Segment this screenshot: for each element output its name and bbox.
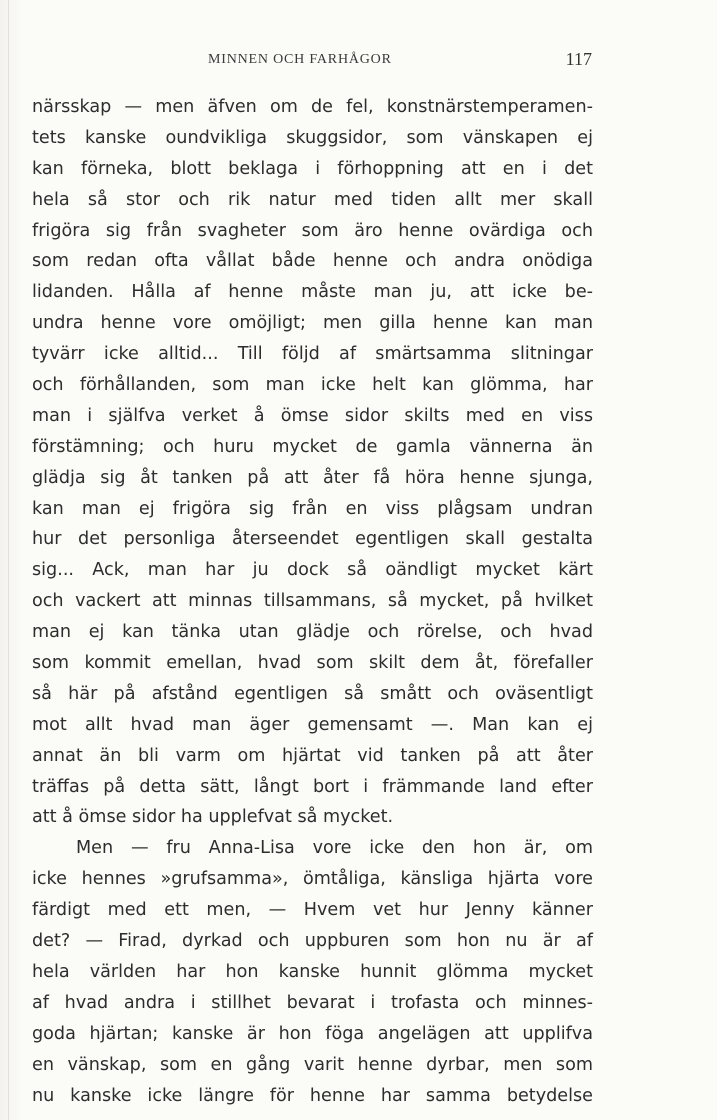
text-line: frigöra sig från svagheter som äro henne ovärdiga och <box>32 220 593 241</box>
text-line: träffas på detta sätt, långt bort i främmande land efter <box>32 776 593 797</box>
page-header <box>32 49 592 74</box>
text-line: glädja sig åt tanken på att åter få höra henne sjunga, <box>32 467 593 488</box>
text-line: man ej kan tänka utan glädje och rörelse, och hvad <box>32 622 593 643</box>
text-line: förstämning; och huru mycket de gamla vännerna än <box>32 436 593 457</box>
text-line: Men — fru Anna-Lisa vore icke den hon är, om <box>76 838 593 859</box>
text-line: att å ömse sidor ha upplefvat så mycket. <box>32 807 394 828</box>
text-line: som kommit emellan, hvad som skilt dem åt, förefaller <box>32 653 593 674</box>
text-line: hur det personliga återseendet egentligen skall gestalta <box>32 529 593 550</box>
text-line: kan förneka, blott beklaga i förhoppning att en i det <box>32 158 593 179</box>
text-line: kan man ej frigöra sig från en viss plågsam undran <box>32 498 593 519</box>
text-line: så här på afstånd egentligen så smått och oväsentligt <box>32 683 593 704</box>
text-line: sig... Ack, man har ju dock så oändligt mycket kärt <box>32 560 593 581</box>
text-line: annat än bli varm om hjärtat vid tanken på att åter <box>32 745 593 766</box>
text-line: det? — Firad, dyrkad och uppburen som hon nu är af <box>32 931 593 952</box>
running-title: MINNEN OCH FARHÅGOR <box>208 52 392 67</box>
text-line: goda hjärtan; kanske är hon föga angelägen att upplifva <box>32 1023 593 1044</box>
text-line: och vackert att minnas tillsammans, så mycket, på hvilket <box>32 591 593 612</box>
text-line: och förhållanden, som man icke helt kan glömma, har <box>32 375 593 396</box>
text-line: som redan ofta vållat både henne och andra onödiga <box>32 251 593 272</box>
text-line: lidanden. Hålla af henne måste man ju, att icke be- <box>32 282 593 303</box>
text-line: färdigt med ett men, — Hvem vet hur Jenny känner <box>32 900 593 921</box>
text-line: undra henne vore omöjligt; men gilla henne kan man <box>32 313 593 334</box>
text-line: tyvärr icke alltid... Till följd af smärtsamma slitningar <box>32 344 593 365</box>
body-text <box>32 92 593 1111</box>
text-line: tets kanske oundvikliga skuggsidor, som vänskapen ej <box>32 127 593 148</box>
text-line: man i själfva verket å ömse sidor skilts med en viss <box>32 405 593 426</box>
text-line: en vänskap, som en gång varit henne dyrbar, men som <box>32 1054 593 1075</box>
text-line: hela världen har hon kanske hunnit glömma mycket <box>32 961 593 982</box>
page-number: 117 <box>565 49 592 69</box>
text-line: nu kanske icke längre för henne har samma betydelse <box>32 1085 593 1106</box>
text-line: hela så stor och rik natur med tiden allt mer skall <box>32 189 593 210</box>
text-line: närsskap — men äfven om de fel, konstnärstemperamen- <box>32 97 593 117</box>
text-line: af hvad andra i stillhet bevarat i trofasta och minnes- <box>32 992 593 1013</box>
text-line: icke hennes »grufsamma», ömtåliga, känsliga hjärta vore <box>32 869 593 890</box>
text-line: mot allt hvad man äger gemensamt —. Man kan ej <box>32 714 593 735</box>
page-binding-edge <box>8 0 9 1120</box>
